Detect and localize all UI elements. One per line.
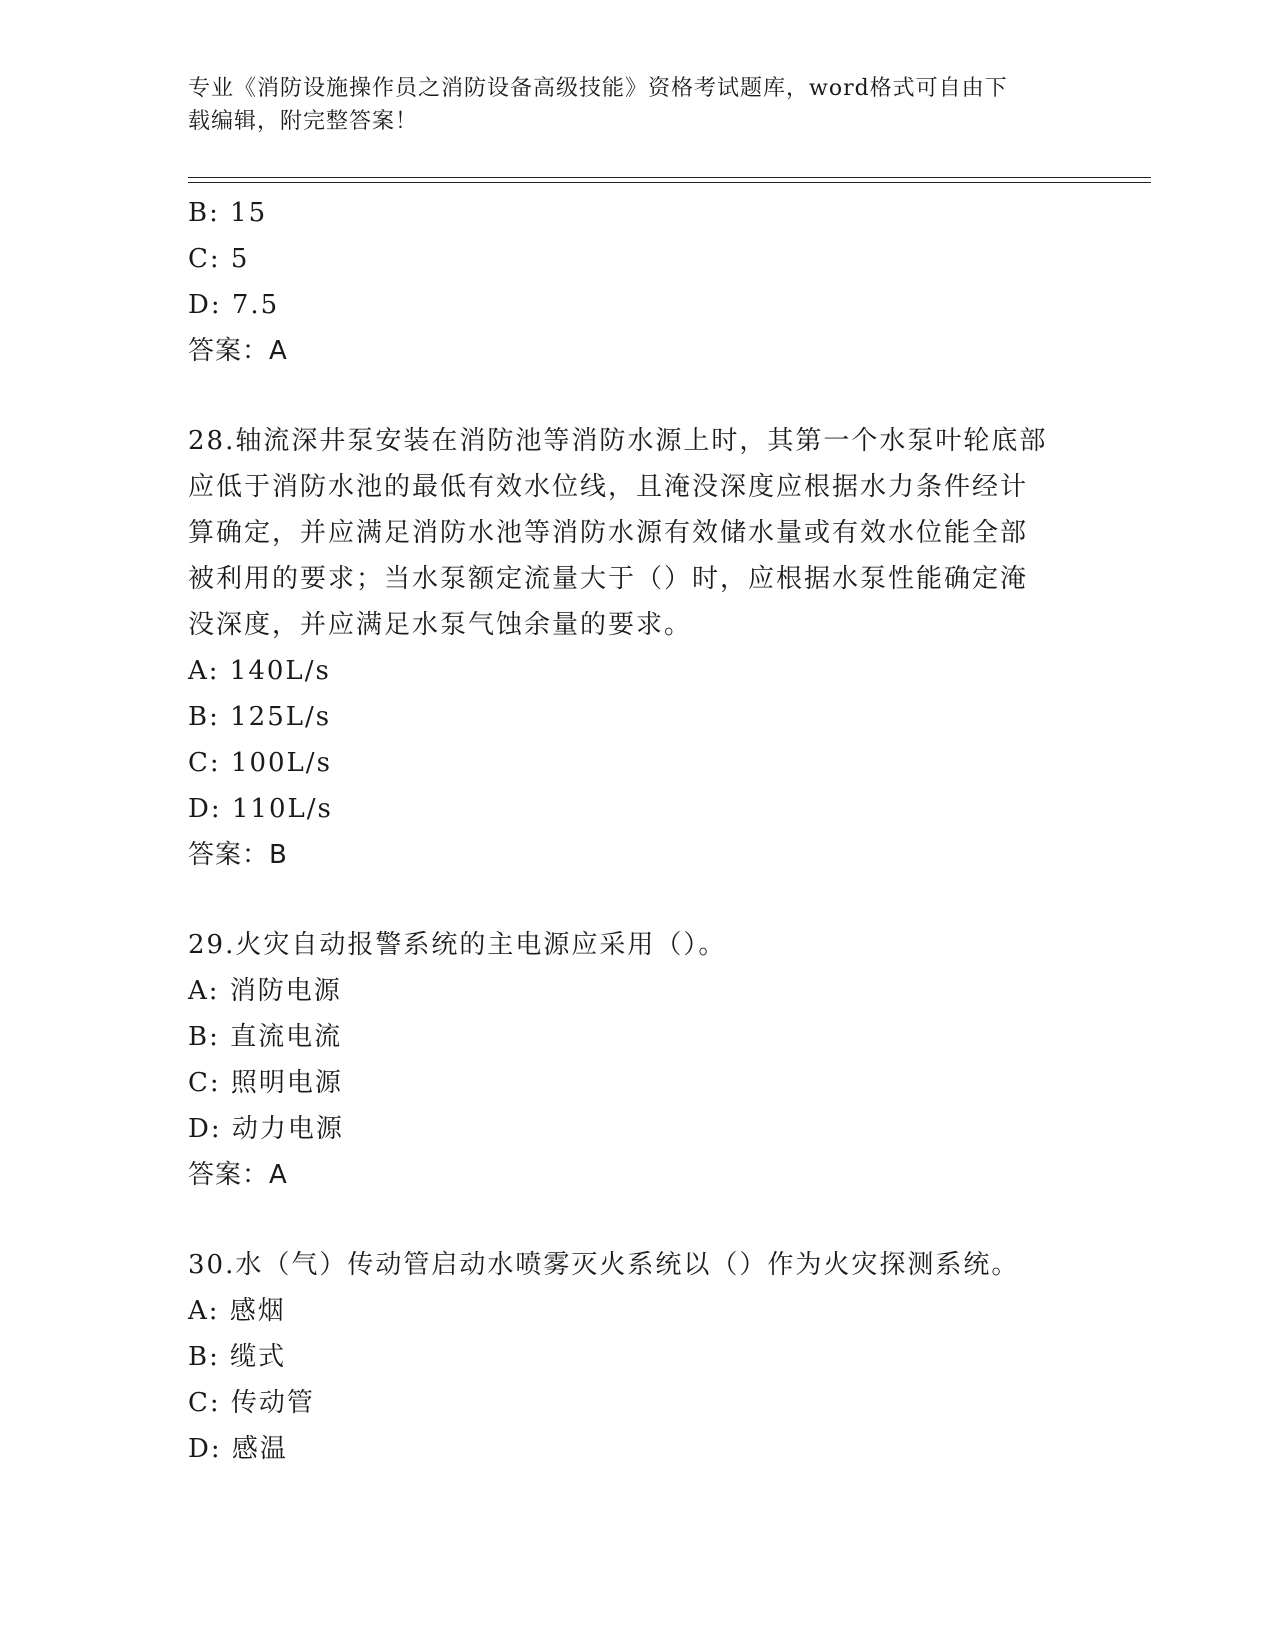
header-divider-bottom bbox=[188, 182, 1151, 183]
header-line-1: 专业《消防设施操作员之消防设备高级技能》资格考试题库，word格式可自由下 bbox=[188, 76, 1008, 101]
option-d: D: 感温 bbox=[188, 1434, 288, 1464]
question-27-tail bbox=[188, 190, 1088, 374]
option-b: B: 125L/s bbox=[188, 702, 332, 732]
question-stem-line: 应低于消防水池的最低有效水位线，且淹没深度应根据水力条件经计 bbox=[188, 472, 1029, 502]
option-a: A: 感烟 bbox=[188, 1296, 286, 1326]
question-content bbox=[188, 190, 1088, 1472]
question-stem-line: 被利用的要求；当水泵额定流量大于（）时，应根据水泵性能确定淹 bbox=[188, 564, 1029, 594]
answer-label: 答案：A bbox=[188, 336, 288, 366]
option-a: A: 消防电源 bbox=[188, 976, 342, 1006]
option-d: D: 动力电源 bbox=[188, 1114, 344, 1144]
question-29 bbox=[188, 922, 1088, 1198]
option-a: A: 140L/s bbox=[188, 656, 331, 686]
option-d: D: 7.5 bbox=[188, 290, 280, 320]
option-b: B: 直流电流 bbox=[188, 1022, 343, 1052]
question-stem: 30.水（气）传动管启动水喷雾灭火系统以（）作为火灾探测系统。 bbox=[188, 1250, 1020, 1280]
option-c: C: 传动管 bbox=[188, 1388, 315, 1418]
option-c: C: 100L/s bbox=[188, 748, 332, 778]
option-b: B: 15 bbox=[188, 198, 268, 228]
answer-label: 答案：A bbox=[188, 1160, 288, 1190]
header-line-2: 载编辑，附完整答案！ bbox=[188, 109, 419, 134]
answer-label: 答案：B bbox=[188, 840, 288, 870]
option-d: D: 110L/s bbox=[188, 794, 333, 824]
question-stem-line: 算确定，并应满足消防水池等消防水源有效储水量或有效水位能全部 bbox=[188, 518, 1029, 548]
question-stem: 29.火灾自动报警系统的主电源应采用（）。 bbox=[188, 930, 727, 960]
question-28 bbox=[188, 418, 1088, 878]
option-c: C: 照明电源 bbox=[188, 1068, 343, 1098]
header-divider-top bbox=[188, 177, 1151, 178]
document-header bbox=[188, 72, 1088, 138]
question-30 bbox=[188, 1242, 1088, 1472]
question-stem-line: 没深度，并应满足水泵气蚀余量的要求。 bbox=[188, 610, 693, 640]
question-stem-line: 28.轴流深井泵安装在消防池等消防水源上时，其第一个水泵叶轮底部 bbox=[188, 426, 1048, 456]
option-b: B: 缆式 bbox=[188, 1342, 287, 1372]
option-c: C: 5 bbox=[188, 244, 250, 274]
